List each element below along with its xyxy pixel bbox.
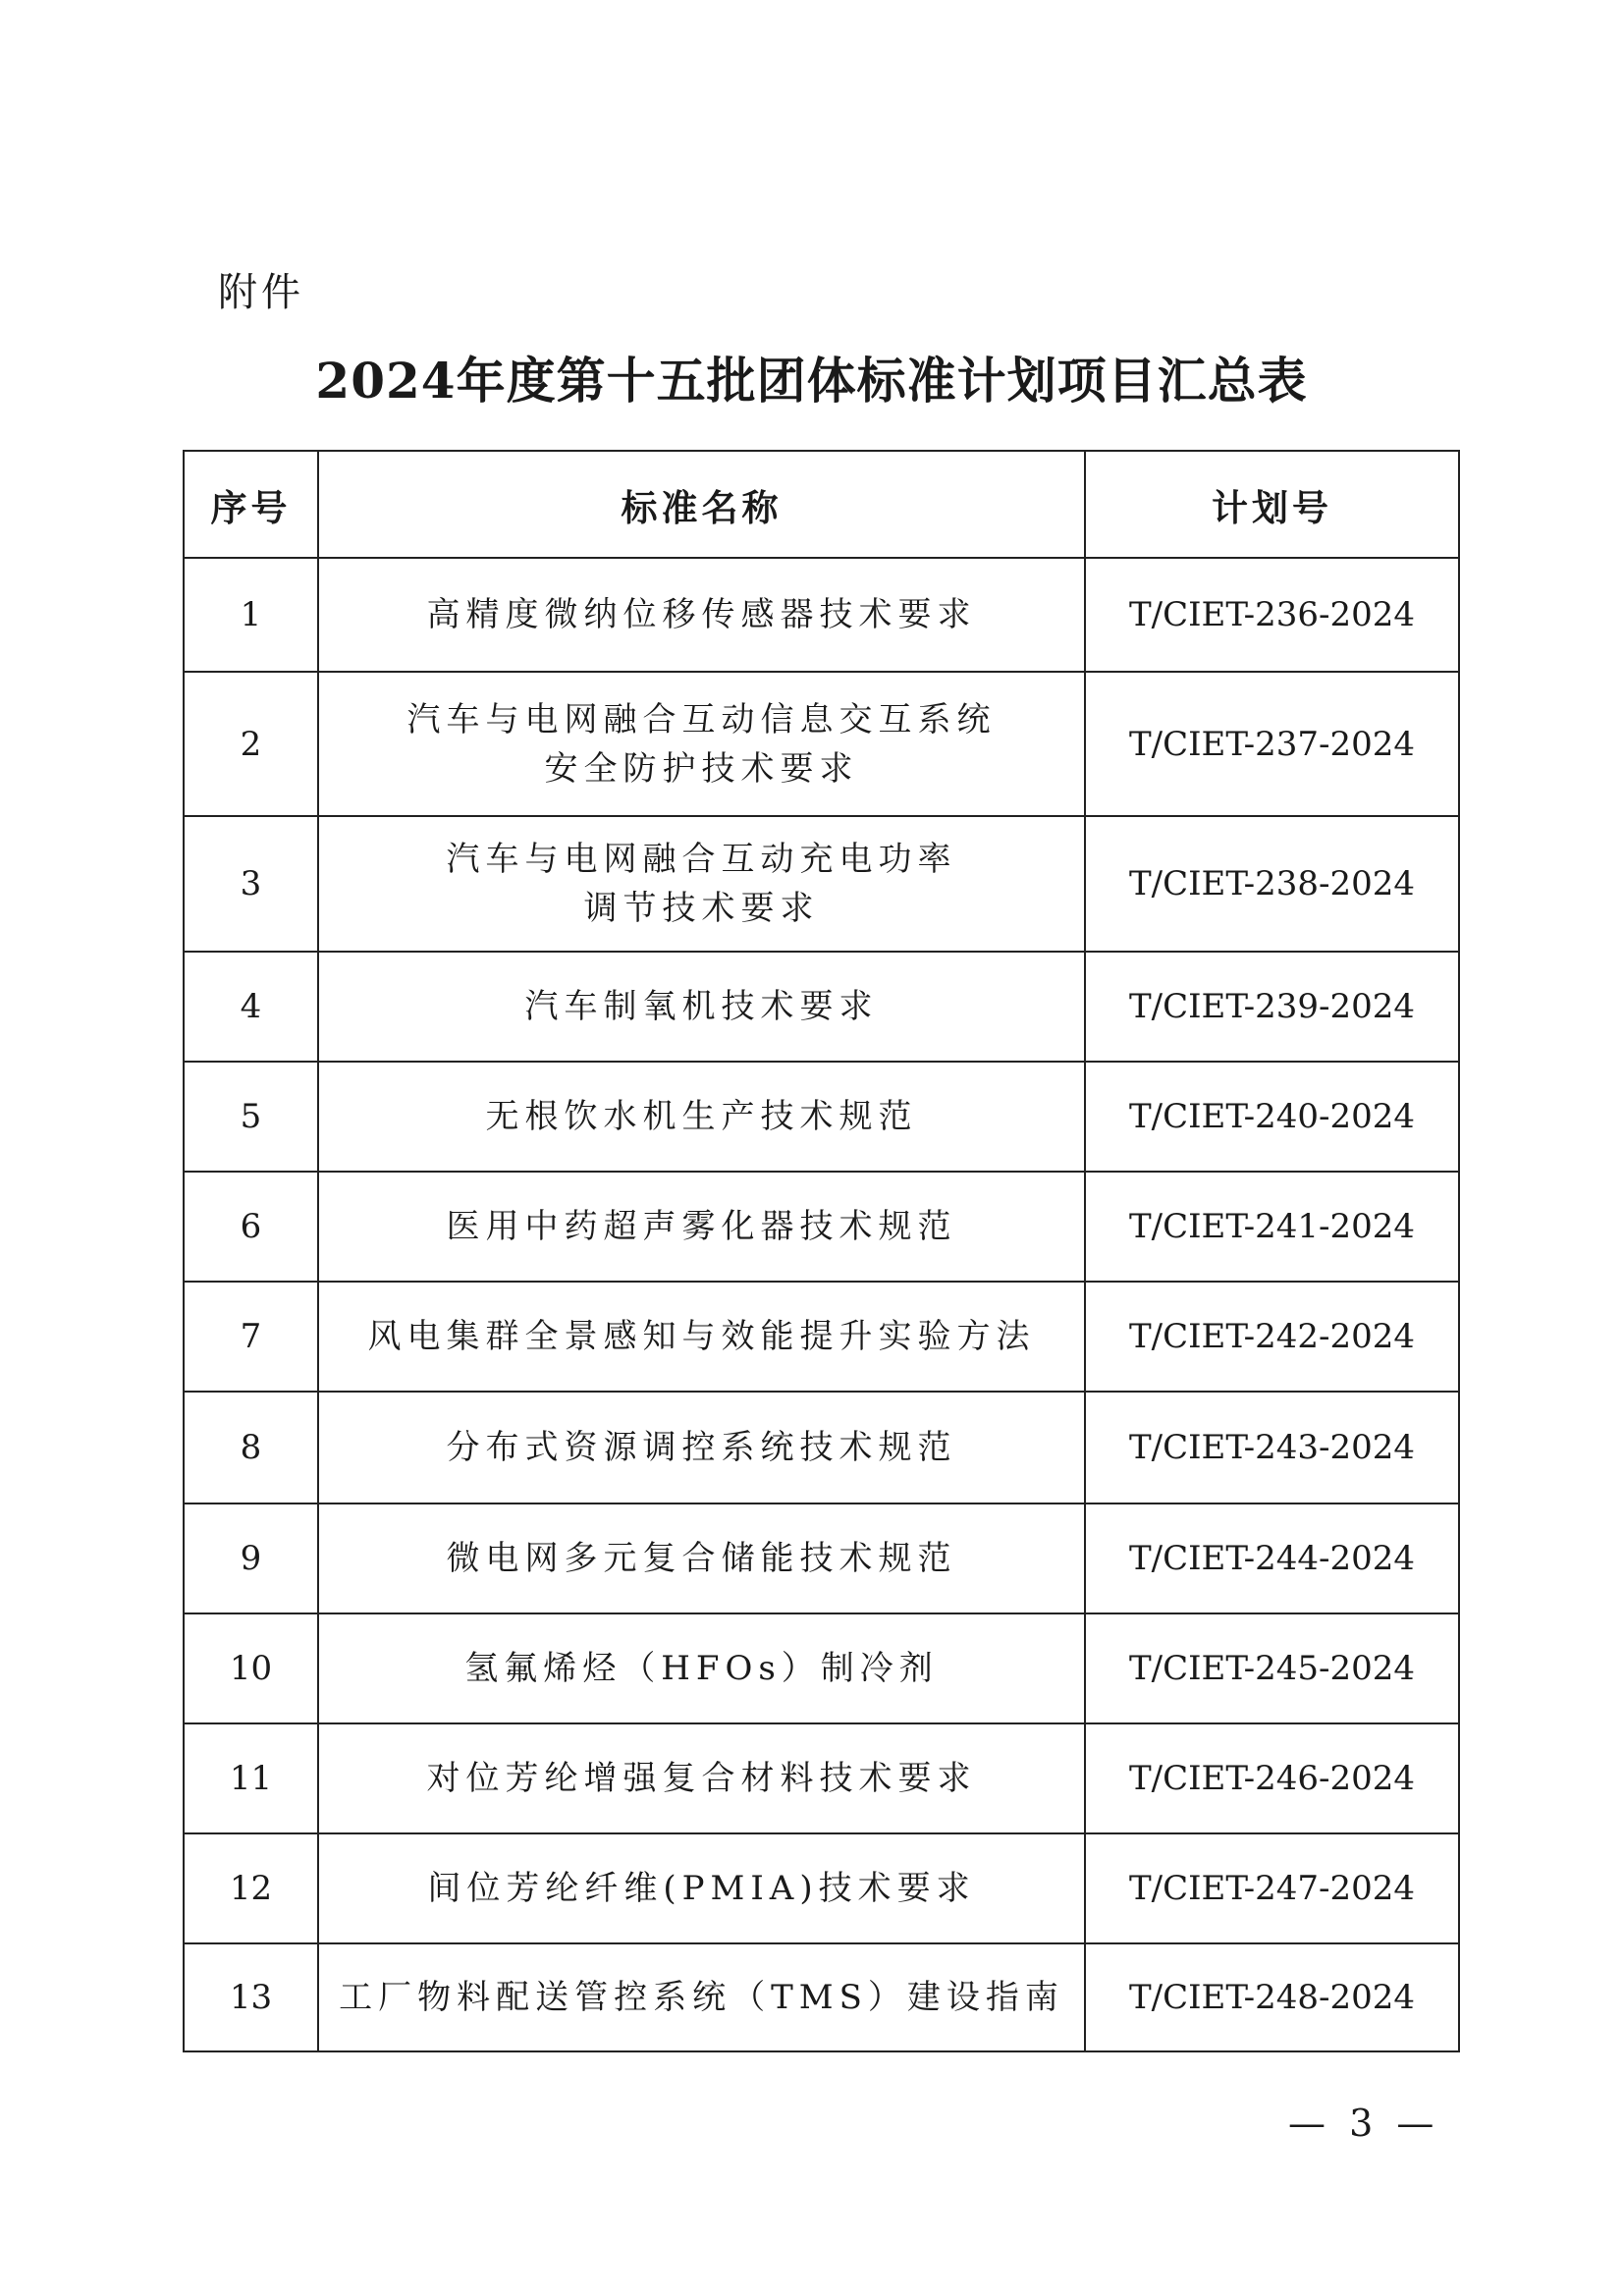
row-standard-name (318, 1503, 1085, 1613)
page-number: — 3 — (1288, 2102, 1440, 2145)
row-plan-number: T/CIET-247-2024 (1085, 1833, 1459, 1943)
row-plan-number: T/CIET-237-2024 (1085, 672, 1459, 816)
name-line: 汽车与电网融合互动信息交互系统 (406, 699, 997, 739)
row-standard-name (318, 1392, 1085, 1503)
attachment-label: 附件 (218, 270, 304, 315)
name-line: 高精度微纳位移传感器技术要求 (426, 595, 977, 634)
row-plan-number: T/CIET-239-2024 (1085, 952, 1459, 1062)
header-standard-name: 标准名称 (318, 451, 1085, 558)
name-line: 汽车与电网融合互动充电功率 (446, 840, 957, 879)
row-plan-number: T/CIET-241-2024 (1085, 1172, 1459, 1282)
table-row (184, 1723, 1459, 1833)
row-serial-number: 1 (184, 558, 318, 672)
row-serial-number: 10 (184, 1613, 318, 1723)
table-row (184, 816, 1459, 952)
standards-plan-table (183, 450, 1460, 2052)
table-row (184, 1172, 1459, 1282)
row-serial-number: 6 (184, 1172, 318, 1282)
header-plan-number: 计划号 (1085, 451, 1459, 558)
row-plan-number: T/CIET-248-2024 (1085, 1943, 1459, 2051)
name-line: 安全防护技术要求 (544, 748, 859, 789)
row-standard-name (318, 1062, 1085, 1172)
header-serial-number: 序号 (184, 451, 318, 558)
row-plan-number: T/CIET-243-2024 (1085, 1392, 1459, 1503)
row-plan-number: T/CIET-236-2024 (1085, 558, 1459, 672)
row-standard-name (318, 1723, 1085, 1833)
row-serial-number: 8 (184, 1392, 318, 1503)
row-plan-number: T/CIET-242-2024 (1085, 1282, 1459, 1392)
name-line: 微电网多元复合储能技术规范 (446, 1539, 957, 1578)
row-standard-name (318, 672, 1085, 816)
row-plan-number: T/CIET-245-2024 (1085, 1613, 1459, 1723)
name-line: 调节技术要求 (583, 889, 820, 928)
table-header-row (184, 451, 1459, 558)
row-serial-number: 2 (184, 672, 318, 816)
name-line: 分布式资源调控系统技术规范 (446, 1428, 957, 1467)
row-standard-name (318, 1943, 1085, 2051)
row-standard-name (318, 952, 1085, 1062)
table-row (184, 1503, 1459, 1613)
row-plan-number: T/CIET-238-2024 (1085, 816, 1459, 952)
table-row (184, 1833, 1459, 1943)
row-serial-number: 7 (184, 1282, 318, 1392)
row-plan-number: T/CIET-246-2024 (1085, 1723, 1459, 1833)
row-serial-number: 5 (184, 1062, 318, 1172)
row-standard-name (318, 558, 1085, 672)
table-row (184, 1943, 1459, 2051)
name-line: 医用中药超声雾化器技术规范 (446, 1207, 957, 1246)
name-line: 风电集群全景感知与效能提升实验方法 (367, 1317, 1036, 1356)
table-row (184, 672, 1459, 816)
row-serial-number: 4 (184, 952, 318, 1062)
name-line: 氢氟烯烃（HFOs）制冷剂 (464, 1649, 939, 1688)
row-standard-name (318, 1172, 1085, 1282)
row-serial-number: 11 (184, 1723, 318, 1833)
table-row (184, 558, 1459, 672)
row-standard-name (318, 1833, 1085, 1943)
row-serial-number: 9 (184, 1503, 318, 1613)
name-line: 对位芳纶增强复合材料技术要求 (426, 1759, 977, 1798)
table-row (184, 1282, 1459, 1392)
row-serial-number: 3 (184, 816, 318, 952)
row-standard-name (318, 816, 1085, 952)
name-line: 汽车制氧机技术要求 (524, 987, 879, 1026)
table-row (184, 1392, 1459, 1503)
name-line: 无根饮水机生产技术规范 (485, 1097, 918, 1136)
table-row (184, 1613, 1459, 1723)
row-plan-number: T/CIET-244-2024 (1085, 1503, 1459, 1613)
name-line: 工厂物料配送管控系统（TMS）建设指南 (339, 1978, 1064, 2017)
table-row (184, 1062, 1459, 1172)
row-plan-number: T/CIET-240-2024 (1085, 1062, 1459, 1172)
row-serial-number: 12 (184, 1833, 318, 1943)
name-line: 间位芳纶纤维(PMIA)技术要求 (427, 1869, 976, 1908)
row-standard-name (318, 1613, 1085, 1723)
table-row (184, 952, 1459, 1062)
document-title: 2024年度第十五批团体标准计划项目汇总表 (315, 352, 1308, 410)
row-serial-number: 13 (184, 1943, 318, 2051)
row-standard-name (318, 1282, 1085, 1392)
